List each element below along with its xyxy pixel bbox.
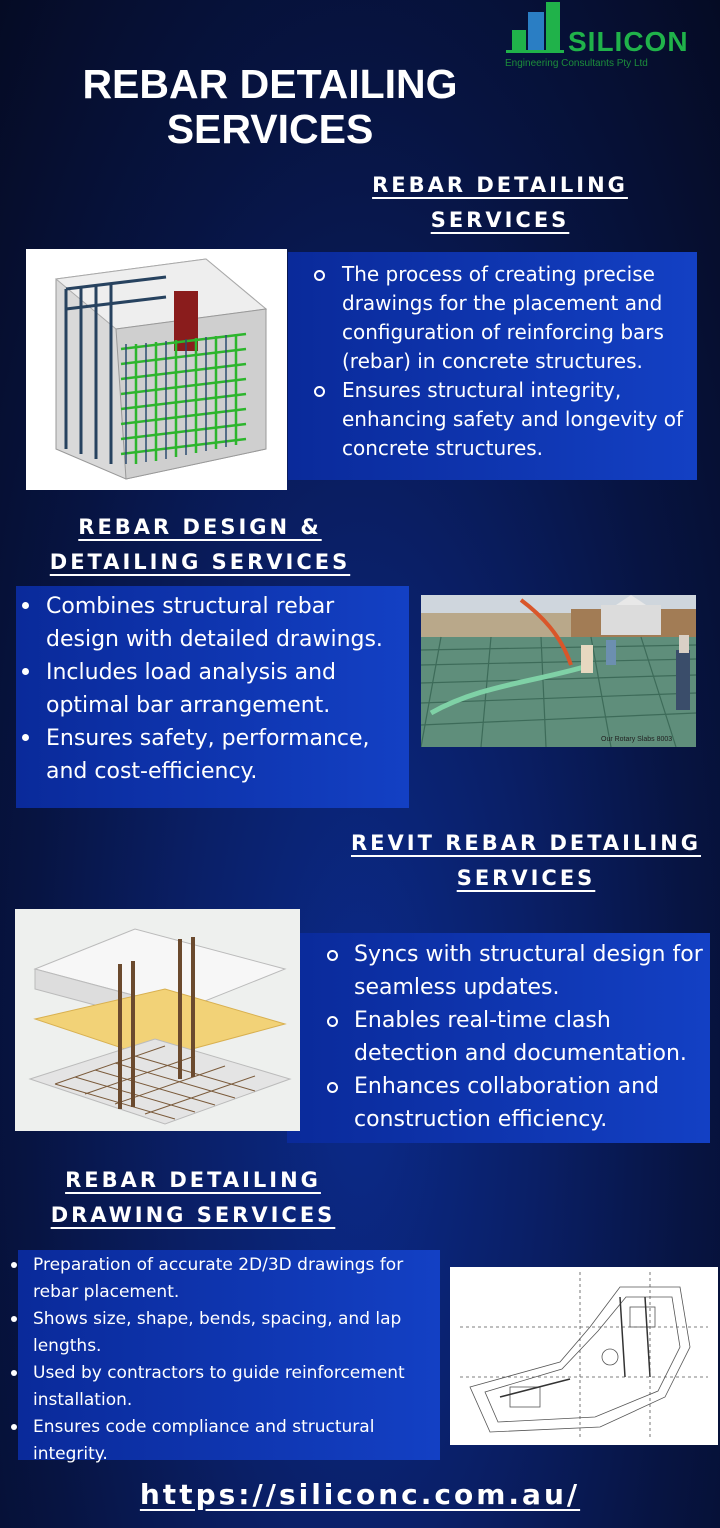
section3-bullet-1: Syncs with structural design for seamless updates. <box>354 938 709 1004</box>
section4-title <box>28 1163 358 1233</box>
page-title-line1: REBAR DETAILING <box>82 61 458 107</box>
section4-panel <box>18 1250 440 1464</box>
revit-model-image <box>15 909 300 1131</box>
rebar-3d-model-image <box>26 249 287 490</box>
section1-title-line2: SERVICES <box>430 208 570 232</box>
section3-title-line2: SERVICES <box>456 866 596 890</box>
brand-name: SILICON <box>568 26 689 57</box>
section1-panel <box>288 252 697 480</box>
section2-panel <box>16 586 409 808</box>
section3-bullet-3: Enhances collaboration and construction efficiency. <box>354 1070 709 1136</box>
section1-list <box>342 260 692 463</box>
section4-title-line2: DRAWING SERVICES <box>50 1203 336 1227</box>
section2-title-line2: DETAILING SERVICES <box>49 550 351 574</box>
section2-bullet-3: Ensures safety, performance, and cost-efficiency. <box>46 722 408 788</box>
section1-title-line1: REBAR DETAILING <box>372 173 628 197</box>
page-title-line2: SERVICES <box>166 106 374 152</box>
section2-list <box>46 590 408 788</box>
section4-bullet-3: Used by contractors to guide reinforcement installation. <box>33 1360 438 1414</box>
page-title <box>60 62 480 152</box>
section1-bullet-1: The process of creating precise drawings for the placement and configuration of reinforcing bars (rebar) in concrete structures. <box>342 260 692 376</box>
section2-title-line1: REBAR DESIGN & <box>78 515 322 539</box>
section2-bullet-1: Combines structural rebar design with detailed drawings. <box>46 590 408 656</box>
section2-title <box>30 510 370 580</box>
section4-list <box>33 1252 438 1468</box>
section1-bullet-2: Ensures structural integrity, enhancing safety and longevity of concrete structures. <box>342 376 692 463</box>
section4-bullet-1: Preparation of accurate 2D/3D drawings for rebar placement. <box>33 1252 438 1306</box>
section3-title-line1: REVIT REBAR DETAILING <box>350 831 702 855</box>
section3-panel <box>287 933 710 1143</box>
section3-list <box>354 938 709 1136</box>
construction-site-photo <box>421 595 696 747</box>
brand-tagline: Engineering Consultants Pty Ltd <box>505 58 648 69</box>
section2-bullet-2: Includes load analysis and optimal bar arrangement. <box>46 656 408 722</box>
section4-bullet-4: Ensures code compliance and structural integrity. <box>33 1414 438 1468</box>
section4-title-line1: REBAR DETAILING <box>65 1168 321 1192</box>
section1-title <box>340 168 660 238</box>
section3-bullet-2: Enables real-time clash detection and documentation. <box>354 1004 709 1070</box>
building-logo-icon <box>500 0 570 56</box>
rebar-drawing-plan-image <box>450 1267 718 1445</box>
section4-bullet-2: Shows size, shape, bends, spacing, and lap lengths. <box>33 1306 438 1360</box>
section3-title <box>336 826 716 896</box>
photo-caption: Our Rotary Slabs 8003 <box>601 736 673 743</box>
website-link[interactable]: https://siliconc.com.au/ <box>139 1478 581 1511</box>
